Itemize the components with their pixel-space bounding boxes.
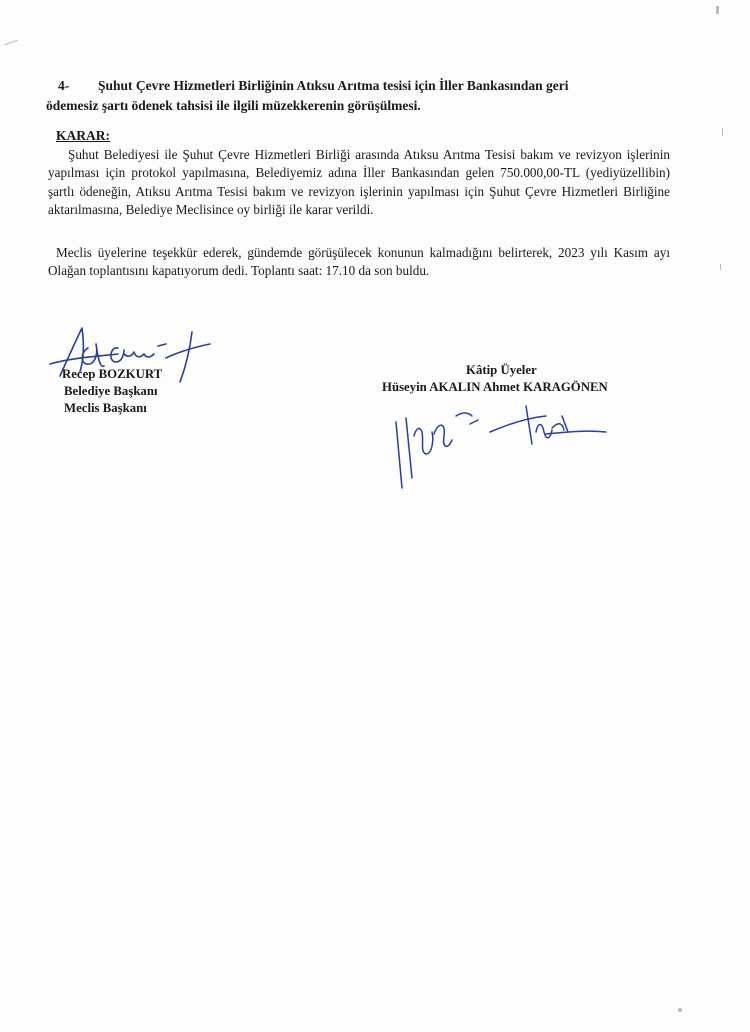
council-chair-title: Meclis Başkanı [64,401,147,415]
scan-speck [716,6,719,14]
agenda-item-text-line2: ödemesiz şartı ödenek tahsisi ile ilgili müzekkerenin görüşülmesi. [46,98,421,113]
scan-speck [722,128,723,136]
mayor-title: Belediye Başkanı [64,384,158,398]
decision-body: Şuhut Belediyesi ile Şuhut Çevre Hizmetleri Birliği arasında Atıksu Arıtma Tesisi bakım ve revizyon işlerinin yapılması için protokol yapılmasına, Belediyemiz adına İller Bankasından gelen 750.000,00-TL (yediyüzellibin) şartlı ödeneğin, Atıksu Arıtma Tesisi bakım ve revizyon işlerinin yapılması için Şuhut Çevre Hizmetleri Birliğine aktarılmasına, Belediye Meclisince oy birliği ile karar verildi. [48,147,670,217]
mayor-signature-block [60,366,162,417]
scan-speck [4,40,17,46]
mayor-name: Recep BOZKURT [62,367,163,381]
clerks-title: Kâtip Üyeler [466,363,537,377]
agenda-item-text-line1: Şuhut Çevre Hizmetleri Birliğinin Atıksu Arıtma tesisi için İller Bankasından geri [98,78,569,93]
scan-speck [678,1008,682,1012]
clerk-signature-image [386,392,626,496]
clerks-names: Hüseyin AKALIN Ahmet KARAGÖNEN [382,380,608,394]
agenda-item [46,76,666,116]
agenda-item-number: 4- [58,78,70,93]
scan-speck [720,264,721,270]
decision-heading: KARAR: [56,128,110,143]
closing-paragraph: Meclis üyelerine teşekkür ederek, gündemde görüşülecek konunun kalmadığını belirterek, 2023 yılı Kasım ayı Olağan toplantısını kapatıyorum dedi. Toplantı saat: 17.10 da son buldu. [48,245,670,279]
